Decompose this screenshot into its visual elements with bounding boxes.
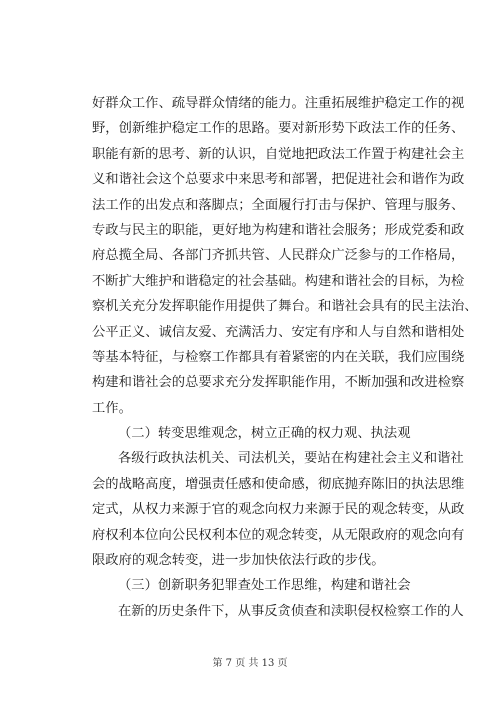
text-line: 府权利本位向公民权利本位的观念转变，从无限政府的观念向有	[92, 527, 465, 543]
text-line: 各级行政执法机关、司法机关，要站在构建社会主义和谐社	[118, 451, 464, 467]
text-line: 定式，从权力来源于官的观念向权力来源于民的观念转变，从政	[92, 502, 465, 518]
text-line: 野，创新维护稳定工作的思路。要对新形势下政法工作的任务、	[92, 121, 465, 137]
text-line: 工作。	[92, 400, 132, 416]
text-line: 会的战略高度，增强责任感和使命感，彻底抛弃陈旧的执法思维	[92, 476, 465, 492]
text-line: （二）转变思维观念，树立正确的权力观、执法观	[118, 426, 411, 442]
text-line: （三）创新职务犯罪查处工作思维，构建和谐社会	[118, 578, 411, 594]
text-line: 公平正义、诚信友爱、充满活力、安定有序和人与自然和谐相处	[92, 324, 465, 340]
text-line: 专政与民主的职能，更好地为构建和谐社会服务；形成党委和政	[92, 222, 465, 238]
text-line: 义和谐社会这个总要求中来思考和部署，把促进社会和谐作为政	[92, 172, 465, 188]
body-text	[92, 91, 478, 624]
text-line: 职能有新的思考、新的认识，自觉地把政法工作置于构建社会主	[92, 146, 465, 162]
text-line: 不断扩大维护和谐稳定的社会基础。构建和谐社会的目标，为检	[92, 273, 465, 289]
text-line: 构建和谐社会的总要求充分发挥职能作用，不断加强和改进检察	[92, 375, 465, 391]
text-line: 府总揽全局、各部门齐抓共管、人民群众广泛参与的工作格局，	[92, 248, 465, 264]
text-line: 等基本特征，与检察工作都具有着紧密的内在关联，我们应围绕	[92, 349, 465, 365]
text-line: 法工作的出发点和落脚点；全面履行打击与保护、管理与服务、	[92, 197, 465, 213]
text-line: 限政府的观念转变，进一步加快依法行政的步伐。	[92, 553, 385, 569]
text-line: 好群众工作、疏导群众情绪的能力。注重拓展维护稳定工作的视	[92, 96, 465, 111]
text-line: 察机关充分发挥职能作用提供了舞台。和谐社会具有的民主法治、	[92, 299, 478, 315]
page-footer: 第 7 页 共 13 页	[212, 658, 288, 669]
text-line: 在新的历史条件下，从事反贪侦查和渎职侵权检察工作的人	[118, 603, 464, 619]
